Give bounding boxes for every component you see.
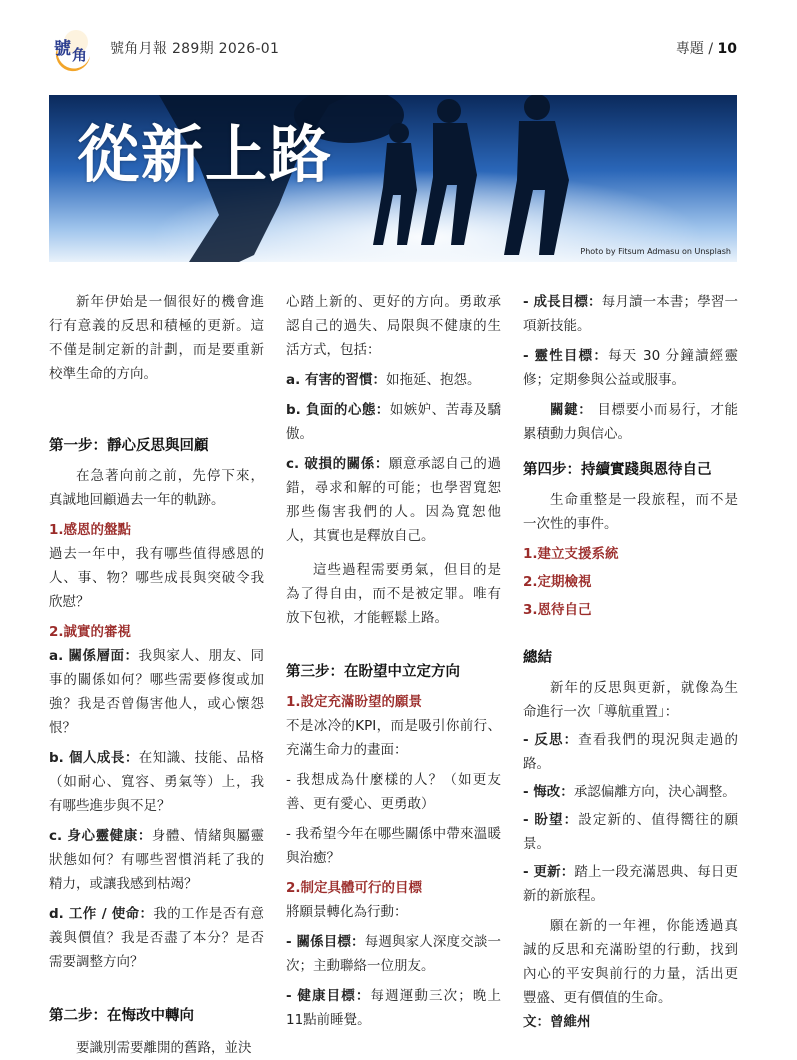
article-title: 從新上路: [77, 118, 334, 191]
support-system-item: 1.建立支援系統: [523, 546, 619, 562]
health-goal: - 健康目標：每週運動三次；晚上11點前睡覺。: [286, 988, 501, 1028]
svg-text:號: 號: [54, 39, 71, 59]
page-number: 10: [717, 41, 737, 57]
renew-item: - 更新：踏上一段充滿恩典、每日更新的新旅程。: [523, 864, 738, 904]
mindset-item: b. 負面的心態：如嫉妒、苦毒及驕傲。: [286, 402, 501, 442]
step4-heading: 第四步：持續實踐與恩待自己: [523, 462, 712, 478]
column-3: [523, 290, 738, 1034]
regular-review-item: 2.定期檢視: [523, 574, 592, 590]
magazine-issue-info: 號角月報 289期 2026-01: [110, 41, 280, 57]
intro-paragraph: 新年伊始是一個很好的機會進行有意義的反思和積極的更新。這不僅是制定新的計劃，而是要重新校準生命的方向。: [49, 294, 264, 382]
photo-credit: Photo by Fitsum Admasu on Unsplash: [580, 247, 731, 256]
author-byline: 文：曾維州: [523, 1014, 591, 1030]
item-b: b. 個人成長：在知識、技能、品格（如耐心、寬容、勇氣等）上，我有哪些進步與不足？: [49, 750, 264, 814]
page-header: [0, 0, 797, 90]
closing-paragraph: 願在新的一年裡，你能透過真誠的反思和充滿盼望的行動，找到內心的平安與前行的力量，活出更豐盛、更有價值的生命。: [523, 918, 738, 1006]
key-note: 關鍵： 目標要小而易行，才能累積動力與信心。: [523, 402, 739, 442]
step3-sub2-heading: 2.制定具體可行的目標: [286, 880, 423, 896]
column-1: [49, 290, 264, 1060]
growth-goal: - 成長目標：每月讀一本書；學習一項新技能。: [523, 294, 738, 334]
vision-question-1: - 我想成為什麼樣的人？（如更友善、更有愛心、更勇敢）: [286, 772, 501, 812]
step1-sub1-paragraph: 過去一年中，我有哪些值得感恩的人、事、物？哪些成長與突破令我欣慰？: [49, 546, 264, 610]
step3-sub1-paragraph: 不是冰冷的KPI，而是吸引你前行、充滿生命力的畫面：: [286, 718, 501, 758]
courage-paragraph: 這些過程需要勇氣，但目的是為了得自由，而不是被定罪。唯有放下包袱，才能輕鬆上路。: [286, 562, 501, 626]
repent-item: - 悔改：承認偏離方向，決心調整。: [523, 784, 736, 800]
spiritual-goal: - 靈性目標：每天 30 分鐘讀經靈修；定期參與公益或服事。: [523, 348, 738, 388]
step1-paragraph: 在急著向前之前，先停下來，真誠地回顧過去一年的軌跡。: [49, 468, 264, 508]
page-info: [676, 38, 737, 58]
step1-sub2-heading: 2.誠實的審視: [49, 624, 132, 640]
hero-banner: [49, 95, 737, 262]
item-d: d. 工作 / 使命：我的工作是否有意義與價值？我是否盡了本分？是否需要調整方向？: [49, 906, 265, 970]
step1-sub1-heading: 1.感恩的盤點: [49, 522, 132, 538]
step3-sub1-heading: 1.設定充滿盼望的願景: [286, 694, 423, 710]
item-a: a. 關係層面：我與家人、朋友、同事的關係如何？哪些需要修復或加強？我是否曾傷害他人，或心懷怨恨？: [49, 648, 264, 736]
separator: /: [708, 41, 714, 57]
hope-item: - 盼望：設定新的、值得嚮往的願景。: [523, 812, 739, 852]
step1-heading: 第一步：靜心反思與回顧: [49, 438, 209, 454]
habit-item: a. 有害的習慣：如拖延、抱怨。: [286, 372, 481, 388]
summary-heading: 總結: [523, 650, 552, 666]
self-kindness-item: 3.恩待自己: [523, 602, 592, 618]
step2-paragraph: 要識別需要離開的舊路，並決: [76, 1040, 252, 1056]
magazine-logo: [50, 26, 96, 72]
svg-text:角: 角: [72, 46, 88, 64]
item-c: c. 身心靈健康：身體、情緒與屬靈狀態如何？有哪些習慣消耗了我的精力，或讓我感到枯竭？: [49, 828, 264, 892]
step4-paragraph: 生命重整是一段旅程，而不是一次性的事件。: [523, 492, 738, 532]
summary-paragraph: 新年的反思與更新，就像為生命進行一次「導航重置」：: [523, 680, 738, 720]
column-2: [286, 290, 501, 1032]
relationship-goal: - 關係目標：每週與家人深度交談一次；主動聯絡一位朋友。: [286, 934, 501, 974]
relationship-item: c. 破損的關係：願意承認自己的過錯，尋求和解的可能；也學習寬恕那些傷害我們的人。因為寬恕他人，其實也是釋放自己。: [286, 456, 501, 544]
step2-heading: 第二步：在悔改中轉向: [49, 1008, 194, 1024]
step2-continued: 心踏上新的、更好的方向。勇敢承認自己的過失、局限與不健康的生活方式，包括：: [286, 294, 501, 358]
step3-sub2-paragraph: 將願景轉化為行動：: [286, 904, 408, 920]
section-name: 專題: [675, 41, 704, 57]
step3-heading: 第三步：在盼望中立定方向: [286, 664, 460, 680]
vision-question-2: - 我希望今年在哪些關係中帶來溫暖與治癒？: [286, 826, 501, 866]
reflect-item: - 反思：查看我們的現況與走過的路。: [523, 732, 739, 772]
